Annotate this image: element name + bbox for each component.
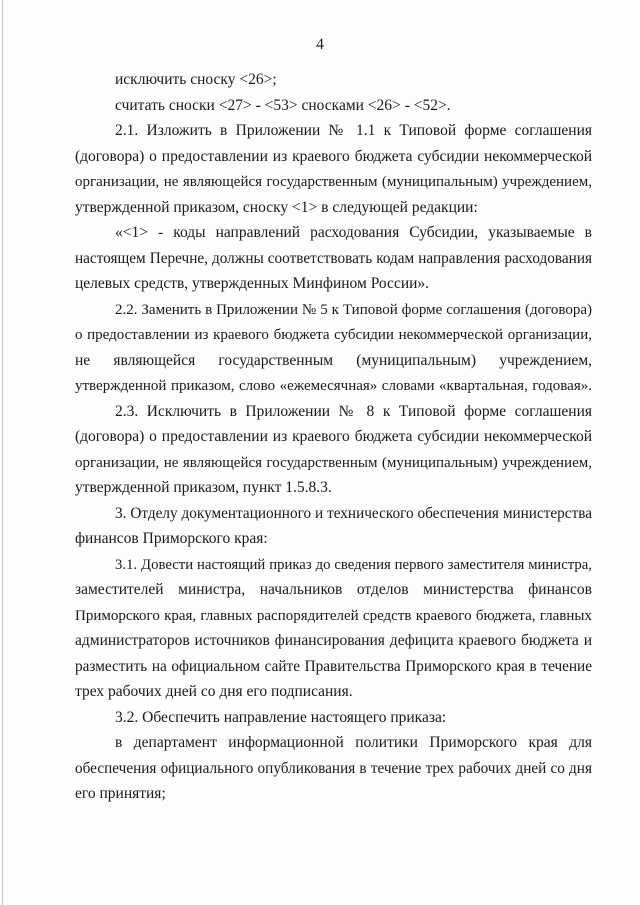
text-line: 3. Отделу документационного и технического обеспечения министерства — [115, 504, 592, 522]
page-number: 4 — [316, 36, 324, 53]
text-line: 2.2. Заменить в Приложении № 5 к Типовой форме соглашения (договора) — [115, 301, 592, 318]
text-line: разместить на официальном сайте Правительства Приморского края в течение — [75, 657, 592, 675]
text-line: «<1> - коды направлений расходования Субсидии, указываемые в — [115, 224, 592, 241]
text-line: утвержденной приказом, сноску <1> в следующей редакции: — [75, 198, 478, 216]
text-line: настоящем Перечне, должны соответствовать кодам направления расходования — [75, 249, 592, 267]
text-line: 3.1. Довести настоящий приказ до сведения первого заместителя министра, — [115, 556, 592, 573]
text-line: его принятия; — [75, 785, 166, 802]
text-line: о предоставлении из краевого бюджета субсидии некоммерческой организации, — [75, 327, 592, 343]
text-line: организации, не являющейся государственным (муниципальным) учреждением, — [75, 454, 592, 471]
text-line: Приморского края, главных распорядителей средств краевого бюджета, главных — [75, 607, 592, 624]
text-line: целевых средств, утвержденных Минфином России». — [75, 275, 430, 292]
text-line: организации, не являющейся государственным (муниципальным) учреждением, — [75, 174, 592, 190]
text-line: обеспечения официального опубликования в течение трех рабочих дней со дня — [75, 759, 592, 777]
text-line: считать сноски <27> - <53> сносками <26> - <52>. — [115, 96, 451, 114]
text-line: (договора) о предоставлении из краевого бюджета субсидии некоммерческой — [75, 428, 592, 445]
text-line: в департамент информационной политики Приморского края для — [115, 734, 592, 751]
text-line: трех рабочих дней со дня его подписания. — [75, 683, 353, 700]
page-edge — [2, 0, 3, 905]
text-line: утвержденной приказом, слово «ежемесячная» словами «квартальная, годовая». — [75, 378, 592, 394]
text-line: 3.2. Обеспечить направление настоящего приказа: — [115, 708, 447, 726]
text-line: исключить сноску <26>; — [115, 71, 277, 88]
text-line: заместителей министра, начальников отделов министерства финансов — [75, 581, 592, 598]
text-line: не являющейся государственным (муниципальным) учреждением, — [75, 351, 592, 369]
text-line: финансов Приморского края: — [75, 530, 268, 547]
text-line: 2.1. Изложить в Приложении № 1.1 к Типовой форме соглашения — [115, 122, 592, 139]
text-line: (договора) о предоставлении из краевого бюджета субсидии некоммерческой — [75, 147, 592, 165]
text-line: утвержденной приказом, пункт 1.5.8.3. — [75, 479, 332, 496]
text-line: 2.3. Исключить в Приложении № 8 к Типовой форме соглашения — [115, 402, 592, 420]
text-line: администраторов источников финансирования дефицита краевого бюджета и — [75, 632, 592, 649]
